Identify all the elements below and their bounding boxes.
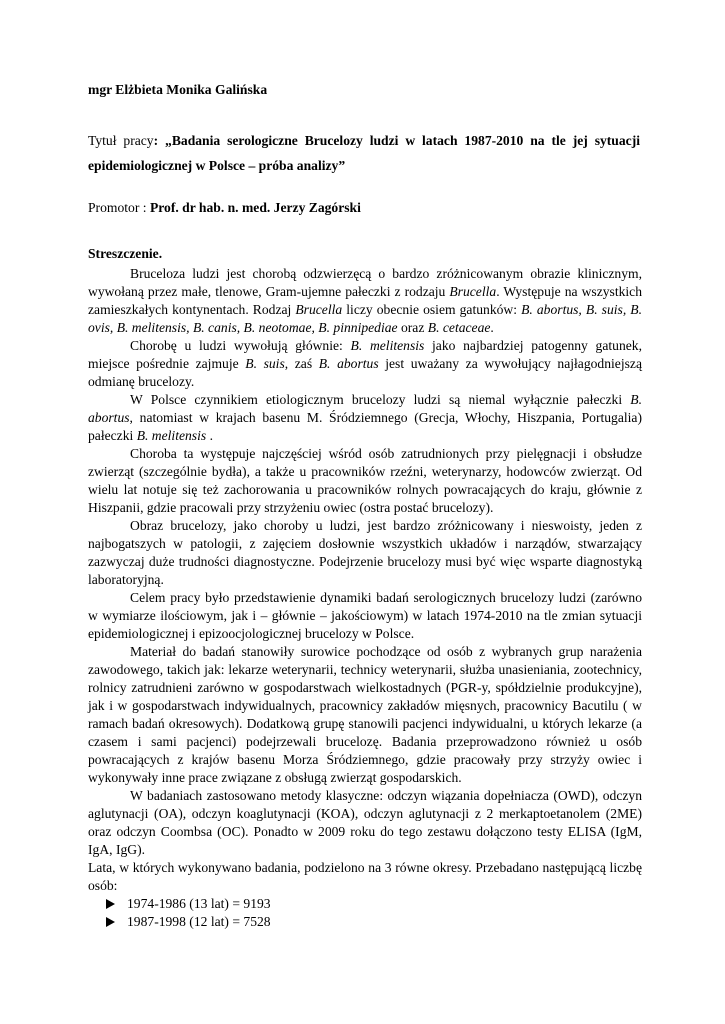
text-run: . Występuje na wszystkich zamieszkałych kontynentach. Rodzaj: [88, 284, 642, 317]
arrow-bullet-icon: [106, 899, 115, 909]
genus-name: Brucella: [449, 284, 497, 299]
period-text: 1987-1998 (12 lat) = 7528: [127, 914, 271, 929]
paragraph-6: Celem pracy było przedstawienie dynamiki badań serologicznych brucelozy ludzi (zarówno w wymiarze ilościowym, jak i – głównie – jakościowym) w latach 1974-2010 na tle zmian sytuacji epidemiologicznej i epizoocjologicznej brucelozy w Polsce.: [88, 590, 642, 641]
text-run: jako najbardziej patogenny gatunek, miejsce pośrednie zajmuje: [88, 338, 642, 371]
paragraph-9: Lata, w których wykonywano badania, podzielono na 3 równe okresy. Przebadano następującą liczbę osób:: [88, 860, 642, 893]
paragraph-1: [88, 265, 642, 337]
title-label: Tytuł pracy: [88, 133, 154, 148]
text-run: Bruceloza ludzi jest chorobą odzwierzęcą o bardzo zróżnicowanym obrazie klinicznym, wywołaną przez małe, tlenowe, Gram-ujemne pałeczki z rodzaju: [88, 266, 642, 299]
period-text: 1974-1986 (13 lat) = 9193: [127, 896, 271, 911]
text-run: liczy obecnie osiem gatunków:: [342, 302, 522, 317]
promotor-line: [88, 200, 361, 216]
paragraph-3: [88, 391, 642, 445]
thesis-title: [88, 128, 640, 178]
title-colon: :: [153, 133, 159, 148]
text-run: , zaś: [284, 356, 319, 371]
text-run: oraz: [397, 320, 428, 335]
species-name: B. melitensis: [350, 338, 425, 353]
species-name: B. suis: [245, 356, 285, 371]
list-item: [88, 895, 642, 913]
text-run: W Polsce czynnikiem etiologicznym brucelozy ludzi są niemal wyłącznie pałeczki: [130, 392, 631, 407]
genus-name: Brucella: [295, 302, 343, 317]
arrow-bullet-icon: [106, 917, 115, 927]
title-text: „Badania serologiczne Brucelozy ludzi w latach 1987-2010 na tle jej sytuacji epidemiologicznej w Polsce – próba analizy”: [88, 133, 640, 173]
promotor-label: Promotor :: [88, 200, 150, 215]
promotor-name: Prof. dr hab. n. med. Jerzy Zagórski: [149, 200, 361, 215]
paragraph-8: W badaniach zastosowano metody klasyczne: odczyn wiązania dopełniacza (OWD), odczyn aglutynacji (OA), odczyn koaglutynacji (KOA), odczyn aglutynacji z 2 merkaptoetanolem (2ME) oraz odczyn Coombsa (OC). Ponadto w 2009 roku do tego zestawu dołączono testy ELISA (IgM, IgA, IgG).: [88, 788, 642, 857]
species-list: B. abortus, B. suis, B. ovis, B. melitensis, B. canis, B. neotomae, B. pinnipediae: [88, 302, 643, 335]
paragraph-5: Obraz brucelozy, jako choroby u ludzi, jest bardzo zróżnicowany i nieswoisty, jeden z najbogatszych w patologii, z zajęciem dosłownie wszystkich układów i narządów, stwarzający zazwyczaj duże trudności diagnostyczne. Podejrzenie brucelozy musi być więc wsparte diagnostyką laboratoryjną.: [88, 518, 642, 587]
species-name: B. abortus: [318, 356, 379, 371]
species-name: B. melitensis: [136, 428, 207, 443]
text-run: .: [206, 428, 213, 443]
paragraph-2: [88, 337, 642, 391]
section-heading: Streszczenie.: [88, 246, 163, 261]
species-name: B. cetaceae: [427, 320, 491, 335]
author-name: mgr Elżbieta Monika Galińska: [88, 82, 268, 97]
species-name: B. abortus: [88, 392, 642, 425]
list-item: [88, 913, 642, 931]
paragraph-4: Choroba ta występuje najczęściej wśród osób zatrudnionych przy pielęgnacji i obsłudze zwierząt (szczególnie bydła), a także u pracowników rzeźni, weterynarzy, hodowców zwierząt. Od wielu lat notuje się też zachorowania u pracowników rolnych powracających do kraju, głównie z Hiszpanii, gdzie pracowali przy strzyżeniu owiec (ostra postać brucelozy).: [88, 446, 642, 515]
paragraph-7: Materiał do badań stanowiły surowice pochodzące od osób z wybranych grup narażenia zawodowego, takich jak: lekarze weterynarii, technicy weterynarii, służba unasieniania, zootechnicy, rolnicy zatrudnieni zarówno w gospodarstwach wielkostadnych (PGR-y, spółdzielnie produkcyjne), jak i w gospodarstwach indywidualnych, pracownicy zakładów mięsnych, pracownicy Bacutilu ( w ramach badań okresowych). Dodatkową grupę stanowili pacjenci indywidualni, u których lekarze (a czasem i sami pacjenci) podejrzewali brucelozę. Badania przeprowadzono również u osób powracających z krajów basenu Morza Śródziemnego, gdzie pracowały przy strzyży owiec i wykonywały inne prace związane z obsługą zwierząt gospodarskich.: [88, 644, 642, 785]
abstract-body: [88, 265, 642, 931]
text-run: , natomiast w krajach basenu M. Śródziemnego (Grecja, Włochy, Hiszpania, Portugalia) pałeczki: [88, 410, 642, 443]
text-run: jest uważany za wywołujący najłagodniejszą odmianę brucelozy.: [88, 356, 642, 389]
text-run: .: [490, 320, 494, 335]
text-run: Chorobę u ludzi wywołują głównie:: [130, 338, 351, 353]
period-list: [88, 895, 642, 931]
